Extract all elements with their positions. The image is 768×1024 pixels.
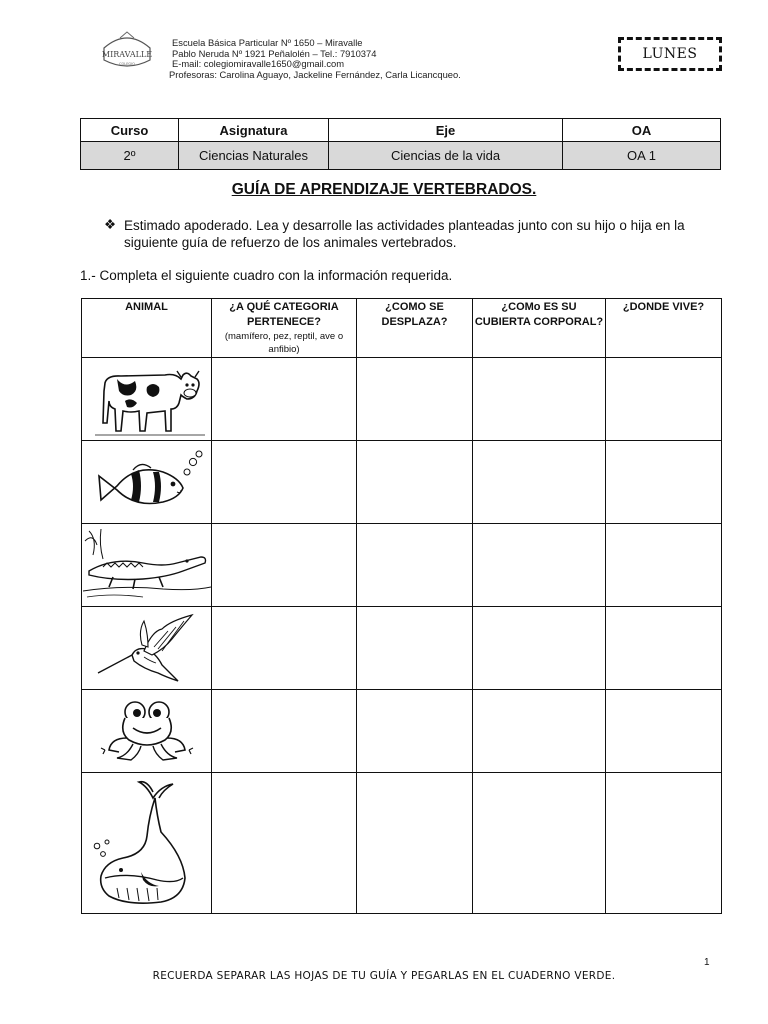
move-cell[interactable] (357, 773, 473, 914)
bullet-icon: ❖ (104, 217, 117, 232)
move-cell[interactable] (357, 690, 473, 773)
intro-text: Estimado apoderado. Lea y desarrolle las actividades planteadas junto con su hijo o hija en la siguiente guía de refuerzo de los animales vertebrados. (124, 218, 685, 250)
move-cell[interactable] (357, 607, 473, 690)
cover-cell[interactable] (473, 690, 606, 773)
school-logo (96, 30, 158, 72)
table-row (82, 773, 722, 914)
value-eje: Ciencias de la vida (329, 142, 563, 170)
where-cell[interactable] (606, 524, 722, 607)
school-teachers: Profesoras: Carolina Aguayo, Jackeline Fernández, Carla Licancqueo. (169, 68, 461, 80)
animal-cell (82, 607, 212, 690)
cover-cell[interactable] (473, 358, 606, 441)
animal-cell (82, 773, 212, 914)
value-oa: OA 1 (563, 142, 721, 170)
animal-cell (82, 524, 212, 607)
page-number: 1 (704, 957, 710, 968)
where-cell[interactable] (606, 358, 722, 441)
where-cell[interactable] (606, 441, 722, 524)
question-1: 1.- Completa el siguiente cuadro con la información requerida. (80, 268, 453, 283)
where-cell[interactable] (606, 773, 722, 914)
move-cell[interactable] (357, 358, 473, 441)
school-name: Escuela Básica Particular Nº 1650 – Miravalle (172, 37, 363, 48)
category-cell[interactable] (212, 524, 357, 607)
animal-cell (82, 441, 212, 524)
school-address: Pablo Neruda Nº 1921 Peñalolén – Tel.: 7910374 (172, 47, 377, 59)
col-move: ¿COMO SE DESPLAZA? (357, 299, 473, 358)
table-row (82, 358, 722, 441)
col-animal: ANIMAL (82, 299, 212, 358)
value-curso: 2º (81, 142, 179, 170)
col-category-hint: (mamífero, pez, reptil, ave o anfibio) (224, 331, 344, 355)
category-cell[interactable] (212, 690, 357, 773)
vertebrates-table (81, 298, 722, 914)
hummingbird-icon (92, 611, 202, 685)
cover-cell[interactable] (473, 524, 606, 607)
where-cell[interactable] (606, 607, 722, 690)
logo-text: MIRAVALLE (101, 50, 153, 59)
header-asignatura: Asignatura (179, 119, 329, 142)
crocodile-icon (83, 527, 211, 603)
category-cell[interactable] (212, 358, 357, 441)
school-email: E-mail: colegiomiravalle1650@gmail.com (172, 58, 345, 70)
frog-icon (97, 698, 197, 764)
fish-icon (87, 446, 207, 518)
col-category: ¿A QUÉ CATEGORIA PERTENECE? (mamífero, pez, reptil, ave o anfibio) (212, 299, 357, 358)
logo-subtext: COLEGIO (119, 62, 135, 66)
header-oa: OA (563, 119, 721, 142)
cover-cell[interactable] (473, 607, 606, 690)
footer-note: RECUERDA SEPARAR LAS HOJAS DE TU GUÍA Y PEGARLAS EN EL CUADERNO VERDE. (152, 970, 616, 982)
course-info-table (80, 118, 721, 170)
category-cell[interactable] (212, 773, 357, 914)
table-row (82, 441, 722, 524)
animal-cell (82, 358, 212, 441)
where-cell[interactable] (606, 690, 722, 773)
day-label: LUNES (618, 37, 722, 71)
cover-cell[interactable] (473, 773, 606, 914)
col-cover: ¿COMo ES SU CUBIERTA CORPORAL? (473, 299, 606, 358)
header-eje: Eje (329, 119, 563, 142)
category-cell[interactable] (212, 441, 357, 524)
value-asignatura: Ciencias Naturales (179, 142, 329, 170)
school-info (169, 37, 461, 80)
table-row (82, 690, 722, 773)
table-row (82, 524, 722, 607)
page-title: GUÍA DE APRENDIZAJE VERTEBRADOS. (231, 181, 537, 198)
table-row (82, 607, 722, 690)
whale-icon (87, 776, 207, 910)
col-where: ¿DONDE VIVE? (606, 299, 722, 358)
move-cell[interactable] (357, 441, 473, 524)
category-cell[interactable] (212, 607, 357, 690)
move-cell[interactable] (357, 524, 473, 607)
cover-cell[interactable] (473, 441, 606, 524)
cow-icon (87, 361, 207, 437)
animal-cell (82, 690, 212, 773)
header-curso: Curso (81, 119, 179, 142)
